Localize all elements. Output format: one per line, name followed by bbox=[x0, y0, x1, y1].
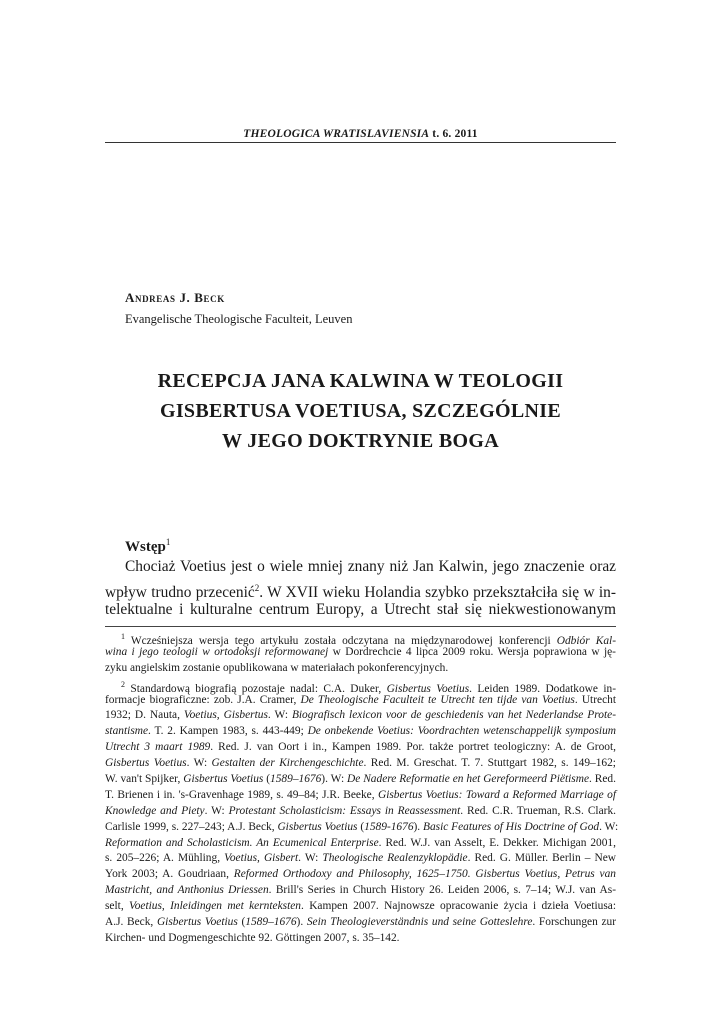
footnote-line bbox=[105, 915, 616, 931]
footnote-ref: 2 bbox=[254, 582, 260, 593]
fn-fragment: T. Brienen i in. 's-Gravenhage 1989, s. 49–84; J.R. Beeke, bbox=[105, 788, 378, 801]
footnote-number: 2 bbox=[121, 679, 125, 689]
title-line: W JEGO DOKTRYNIE BOGA bbox=[222, 430, 499, 452]
fn-fragment: W. van't Spijker, bbox=[105, 773, 184, 786]
fn-fragment: . Forschungen zur bbox=[532, 916, 616, 929]
body-line: Chociaż Voetius jest o wiele mniej znany niż Jan Kalwin, jego znaczenie oraz bbox=[125, 558, 616, 575]
footnote-line: zyku angielskim zostanie opublikowana w materiałach pokonferencyjnych. bbox=[105, 661, 449, 674]
fn-fragment: Gisbertus Voetius: Toward a Reformed Marriage of bbox=[377, 788, 616, 801]
fn-fragment: Voetius, Inleidingen met kernteksten bbox=[129, 900, 301, 913]
fn-fragment: Gisbertus Voetius bbox=[183, 773, 264, 786]
footnote-line bbox=[105, 772, 616, 788]
fn-fragment: Gestalten der Kirchengeschichte bbox=[211, 757, 364, 770]
section-heading bbox=[125, 537, 170, 556]
body-text bbox=[105, 556, 616, 621]
footnote-line bbox=[105, 629, 616, 645]
fn-fragment: 1932; D. Nauta, bbox=[105, 709, 184, 722]
fn-fragment: ( bbox=[357, 820, 365, 833]
fn-fragment: De Nadere Reformatie en het Gereformeerd Piëtisme bbox=[347, 773, 590, 786]
fn-fragment: Mastricht, and Anthonius Driessen bbox=[105, 884, 269, 897]
fn-fragment: Gisbertus Voetius bbox=[105, 757, 187, 770]
fn-fragment: 1589–1676 bbox=[270, 773, 322, 786]
fn-fragment: ( bbox=[263, 773, 271, 786]
fn-fragment: formacje biograficzne: zob. J.A. Cramer, bbox=[105, 693, 301, 706]
fn-fragment: . Red. G. Müller. Berlin – New bbox=[467, 852, 616, 865]
fn-fragment: s. 205–226; A. Mühling, bbox=[105, 852, 225, 865]
fn-fragment: Reformation and Scholasticism. An Ecumenical Enterprise bbox=[105, 836, 379, 849]
footnote-line bbox=[105, 708, 616, 724]
body-fragment: . W XVII wieku Holandia szybko przekształciła się w in- bbox=[259, 583, 616, 601]
fn-fragment: . W: bbox=[298, 852, 323, 865]
footnote-line bbox=[105, 851, 616, 867]
footnote-line bbox=[105, 740, 616, 756]
body-line bbox=[105, 578, 616, 600]
fn-fragment: ( bbox=[237, 916, 246, 929]
fn-fragment: Wcześniejsza wersja tego artykułu została odczytana na międzynarodowej konferencji bbox=[130, 634, 557, 647]
footnotes bbox=[105, 629, 619, 947]
title-line: RECEPCJA JANA KALWINA W TEOLOGII bbox=[157, 370, 564, 392]
fn-fragment: Sein Theologieverständnis und seine Gotteslehre bbox=[306, 916, 533, 929]
footnote-line bbox=[105, 693, 616, 709]
title-line: GISBERTUSA VOETIUSA, SZCZEGÓLNIE bbox=[159, 400, 562, 422]
fn-fragment: . Kampen 2007. Najnowsze opracowanie życia i dzieła Voetiusa: bbox=[301, 900, 616, 913]
fn-fragment: . Red. M. Greschat. T. 7. Stuttgart 1982, s. 149–162; bbox=[363, 757, 616, 770]
fn-fragment: De onbekende Voetius: Voordrachten wetenschappelijk symposium bbox=[307, 725, 616, 738]
fn-fragment: ). bbox=[296, 916, 307, 929]
fn-fragment: stantisme bbox=[105, 725, 149, 738]
fn-fragment: Biografisch lexicon voor de geschiedenis van het Nederlandse Prote- bbox=[291, 709, 616, 722]
article-title bbox=[105, 366, 616, 456]
footnote-ref: 1 bbox=[165, 537, 171, 547]
fn-fragment: Theologische Realenzyklopädie bbox=[322, 852, 468, 865]
fn-fragment: . Red. bbox=[589, 773, 616, 786]
footnote-line bbox=[105, 677, 616, 693]
fn-fragment: . Red. W.J. van Asselt, E. Dekker. Michigan 2001, bbox=[378, 836, 616, 849]
body-fragment: wpływ trudno przecenić bbox=[105, 583, 255, 601]
fn-fragment: Standardową biografią pozostaje nadal: C.A. Duker, bbox=[130, 682, 387, 695]
fn-fragment: . Red. J. van Oort i in., Kampen 1989. Por. także portret teologiczny: A. de Groot, bbox=[210, 741, 616, 754]
footnote-line bbox=[105, 788, 616, 804]
fn-fragment: Carlisle 1999, s. 227–243; A.J. Beck, bbox=[105, 820, 278, 833]
fn-fragment: York 2003; A. Goudriaan, bbox=[105, 868, 234, 881]
fn-fragment: 1589-1676 bbox=[364, 820, 414, 833]
fn-fragment: ). W: bbox=[321, 773, 348, 786]
journal-name: THEOLOGICA WRATISLAVIENSIA bbox=[243, 128, 430, 140]
fn-fragment: De Theologische Faculteit te Utrecht ten tijde van Voetius bbox=[300, 693, 575, 706]
footnote-line bbox=[105, 756, 616, 772]
fn-fragment: . T. 2. Kampen 1983, s. 443-449; bbox=[148, 725, 308, 738]
fn-fragment: Utrecht 3 maart 1989 bbox=[105, 741, 211, 754]
fn-fragment: Knowledge and Piety bbox=[105, 804, 205, 817]
fn-fragment: . W: bbox=[599, 820, 619, 833]
fn-fragment: Odbiór Kal- bbox=[556, 634, 616, 647]
running-header bbox=[105, 128, 616, 140]
footnote-line bbox=[105, 899, 616, 915]
footnote-rule bbox=[105, 626, 616, 627]
footnote-line: Kirchen- und Dogmengeschichte 92. Göttingen 2007, s. 35–142. bbox=[105, 931, 400, 944]
fn-fragment: Protestant Scholasticism: Essays in Reassessment bbox=[228, 804, 461, 817]
fn-fragment: . Utrecht bbox=[574, 693, 616, 706]
footnote-line bbox=[105, 836, 616, 852]
fn-fragment: . Brill's Series in Church History 26. Leiden 2006, s. 7–14; W.J. van As- bbox=[268, 884, 616, 897]
fn-fragment: ). bbox=[413, 820, 424, 833]
fn-fragment: . Red. C.R. Trueman, R.S. Clark. bbox=[460, 804, 616, 817]
footnote-line bbox=[105, 645, 616, 661]
fn-fragment: Voetius, Gisbertus bbox=[183, 709, 268, 722]
fn-fragment: Gisbertus Voetius bbox=[386, 682, 470, 695]
author-name: Andreas J. Beck bbox=[125, 290, 225, 305]
fn-fragment: . W: bbox=[186, 757, 212, 770]
footnote-line bbox=[105, 804, 616, 820]
author-affiliation: Evangelische Theologische Faculteit, Leuven bbox=[125, 312, 353, 326]
footnote-number: 1 bbox=[121, 632, 125, 641]
fn-fragment: Gisbertus Voetius bbox=[277, 820, 358, 833]
fn-fragment: . W: bbox=[204, 804, 229, 817]
section-heading-text: Wstęp bbox=[125, 539, 166, 555]
journal-volume: t. 6. 2011 bbox=[432, 128, 478, 140]
fn-fragment: wina i jego teologii w ortodoksji reformowanej bbox=[105, 645, 329, 658]
footnote-line bbox=[105, 724, 616, 740]
footnote-line bbox=[105, 883, 616, 899]
fn-fragment: . Leiden 1989. Dodatkowe in- bbox=[469, 682, 617, 695]
fn-fragment: A.J. Beck, bbox=[105, 916, 157, 929]
fn-fragment: Basic Features of His Doctrine of God bbox=[423, 820, 600, 833]
fn-fragment: . W: bbox=[267, 709, 292, 722]
fn-fragment: selt, bbox=[105, 900, 130, 913]
fn-fragment: Reformed Orthodoxy and Philosophy, 1625–1750. Gisbertus Voetius, Petrus van bbox=[233, 868, 616, 881]
fn-fragment: w Dordrechcie 4 lipca 2009 roku. Wersja poprawiona w ję- bbox=[328, 645, 616, 658]
fn-fragment: 1589–1676 bbox=[245, 916, 297, 929]
fn-fragment: Voetius, Gisbert bbox=[224, 852, 299, 865]
header-rule bbox=[105, 142, 616, 143]
footnote-line bbox=[105, 867, 616, 883]
fn-fragment: Gisbertus Voetius bbox=[156, 916, 238, 929]
footnote-line bbox=[105, 820, 619, 836]
body-line: telektualne i kulturalne centrum Europy, a Utrecht stał się niekwestionowanym bbox=[105, 601, 616, 618]
